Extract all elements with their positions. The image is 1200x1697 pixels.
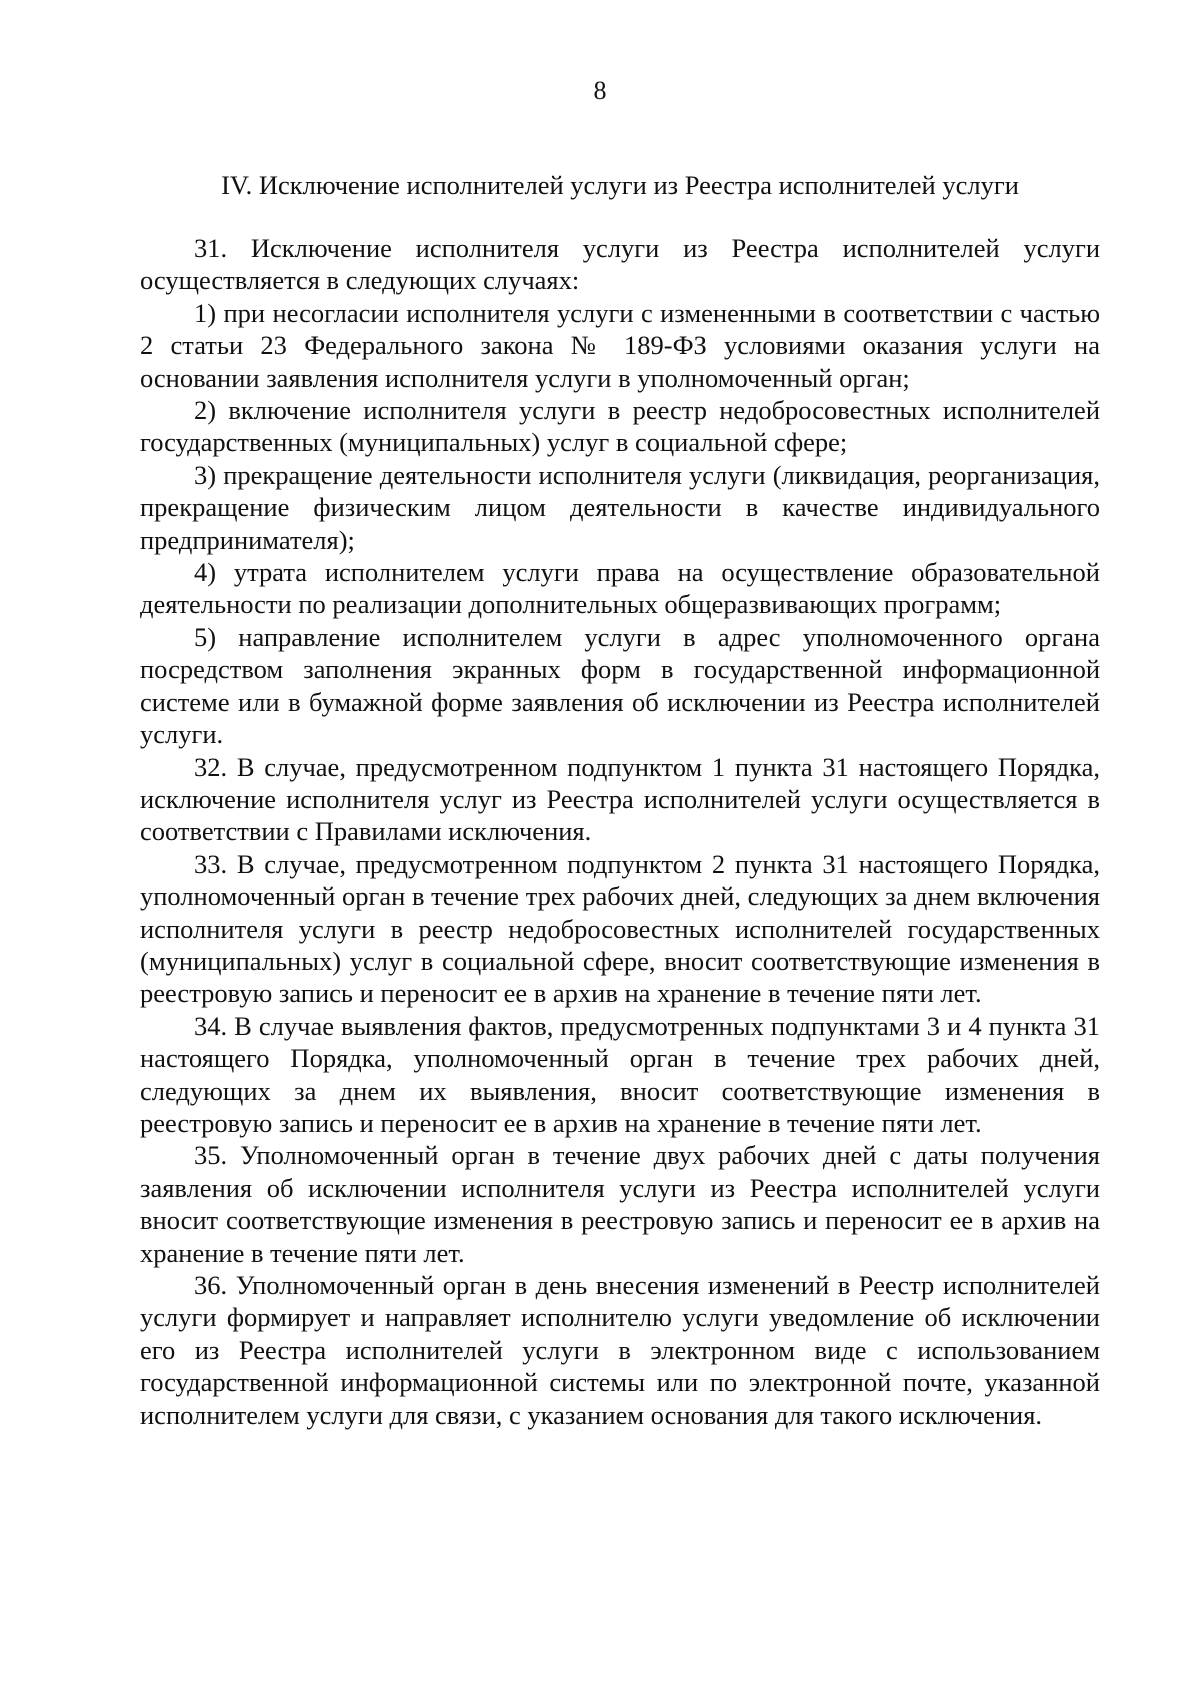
paragraph-31-item-1: 1) при несогласии исполнителя услуги с измененными в соответствии с частью 2 статьи 23 Федерального закона № 189-ФЗ условиями оказания услуги на основании заявления исполнителя услуги в уполномоченный орган;	[140, 297, 1100, 393]
paragraph-35: 35. Уполномоченный орган в течение двух рабочих дней с даты получения заявления об исключении исполнителя услуги из Реестра исполнителей услуги вносит соответствующие изменения в реестровую запись и переносит ее в архив на хранение в течение пяти лет.	[140, 1140, 1100, 1268]
paragraph-32: 32. В случае, предусмотренном подпунктом 1 пункта 31 настоящего Порядка, исключение исполнителя услуг из Реестра исполнителей услуги осуществляется в соответствии с Правилами исключения.	[140, 751, 1100, 847]
paragraph-31: 31. Исключение исполнителя услуги из Реестра исполнителей услуги осуществляется в следующих случаях:	[140, 233, 1100, 296]
paragraph-31-item-2: 2) включение исполнителя услуги в реестр недобросовестных исполнителей государственных (муниципальных) услуг в социальной сфере;	[140, 395, 1100, 458]
document-body	[140, 232, 1100, 1431]
section-title: IV. Исключение исполнителей услуги из Реестра исполнителей услуги	[221, 170, 1019, 200]
paragraph-31-item-3: 3) прекращение деятельности исполнителя услуги (ликвидация, реорганизация, прекращение физическим лицом деятельности в качестве индивидуального предпринимателя);	[140, 459, 1100, 555]
paragraph-31-item-5: 5) направление исполнителем услуги в адрес уполномоченного органа посредством заполнения экранных форм в государственной информационной системе или в бумажной форме заявления об исключении из Реестра исполнителей услуги.	[140, 621, 1100, 750]
page-number: 8	[593, 76, 607, 105]
paragraph-31-item-4: 4) утрата исполнителем услуги права на осуществление образовательной деятельности по реализации дополнительных общеразвивающих программ;	[140, 557, 1100, 620]
paragraph-34: 34. В случае выявления фактов, предусмотренных подпунктами 3 и 4 пункта 31 настоящего Порядка, уполномоченный орган в течение трех рабочих дней, следующих за днем их выявления, вносит соответствующие изменения в реестровую запись и переносит ее в архив на хранение в течение пяти лет.	[140, 1010, 1100, 1138]
paragraph-33: 33. В случае, предусмотренном подпунктом 2 пункта 31 настоящего Порядка, уполномоченный орган в течение трех рабочих дней, следующих за днем включения исполнителя услуги в реестр недобросовестных исполнителей государственных (муниципальных) услуг в социальной сфере, вносит соответствующие изменения в реестровую запись и переносит ее в архив на хранение в течение пяти лет.	[140, 848, 1100, 1009]
paragraph-36: 36. Уполномоченный орган в день внесения изменений в Реестр исполнителей услуги формирует и направляет исполнителю услуги уведомление об исключении его из Реестра исполнителей услуги в электронном виде с использованием государственной информационной системы или по электронной почте, указанной исполнителем услуги для связи, с указанием основания для такого исключения.	[140, 1270, 1100, 1430]
